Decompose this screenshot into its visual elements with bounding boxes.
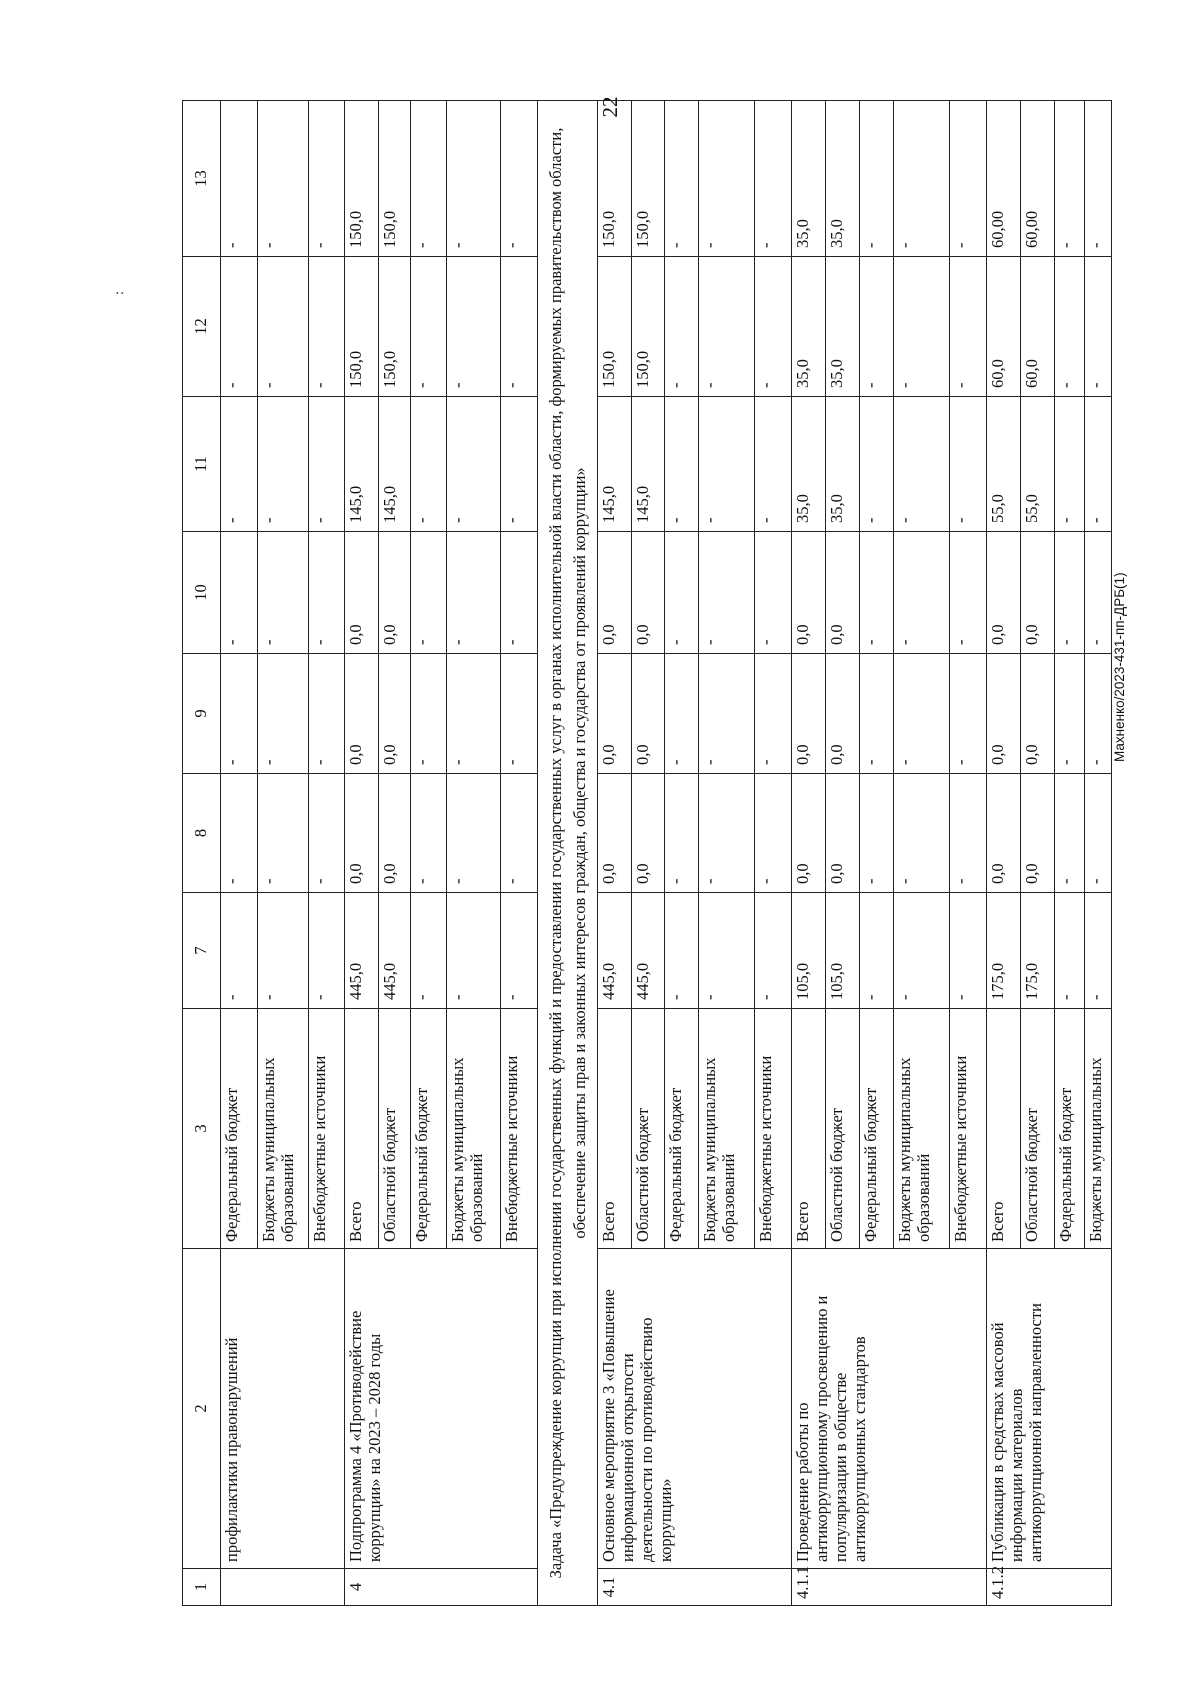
source-label: Федеральный бюджет (1054, 1009, 1085, 1249)
value-cell: - (501, 397, 538, 532)
value-cell: 150,0 (344, 257, 378, 397)
header-cell: 11 (183, 397, 221, 532)
value-cell: 60,00 (1020, 101, 1054, 257)
value-cell: 35,0 (792, 397, 826, 532)
value-cell: 35,0 (792, 101, 826, 257)
value-cell: 55,0 (986, 397, 1020, 532)
source-label: Всего (986, 1009, 1020, 1249)
value-cell: - (859, 257, 893, 397)
value-cell: - (220, 774, 257, 893)
row-code (220, 1569, 344, 1606)
value-cell: - (220, 893, 257, 1009)
value-cell: - (950, 101, 987, 257)
value-cell: - (755, 101, 792, 257)
value-cell: - (665, 257, 699, 397)
row-code: 4.1 (597, 1569, 792, 1606)
row-title: Подпрограмма 4 «Противодействие коррупции» на 2023 – 2028 годы (344, 1249, 538, 1569)
value-cell: - (893, 397, 949, 532)
value-cell: - (859, 397, 893, 532)
source-label: Бюджеты муниципальных образований (699, 1009, 755, 1249)
value-cell: - (447, 397, 501, 532)
value-cell: - (893, 257, 949, 397)
value-cell: - (1054, 893, 1085, 1009)
source-label: Областной бюджет (826, 1009, 860, 1249)
source-label: Бюджеты муниципальных образований (893, 1009, 949, 1249)
value-cell: - (411, 397, 447, 532)
value-cell: - (859, 532, 893, 654)
value-cell: 35,0 (826, 101, 860, 257)
value-cell: 0,0 (792, 774, 826, 893)
value-cell: - (220, 654, 257, 774)
value-cell: 60,0 (1020, 257, 1054, 397)
value-cell: 0,0 (826, 654, 860, 774)
value-cell: - (699, 654, 755, 774)
source-label: Федеральный бюджет (859, 1009, 893, 1249)
value-cell: 35,0 (826, 257, 860, 397)
header-cell: 13 (183, 101, 221, 257)
value-cell: - (950, 397, 987, 532)
header-cell: 7 (183, 893, 221, 1009)
value-cell: - (447, 893, 501, 1009)
header-cell: 2 (183, 1249, 221, 1569)
value-cell: - (501, 101, 538, 257)
value-cell: - (501, 774, 538, 893)
table-body (183, 101, 1112, 1606)
value-cell: - (755, 257, 792, 397)
value-cell: - (257, 532, 308, 654)
page-number: 22 (598, 96, 622, 118)
value-cell: - (950, 257, 987, 397)
value-cell: - (893, 774, 949, 893)
value-cell: - (1054, 397, 1085, 532)
value-cell: 35,0 (826, 397, 860, 532)
value-cell: - (220, 532, 257, 654)
value-cell: 0,0 (1020, 532, 1054, 654)
value-cell: 0,0 (631, 654, 665, 774)
value-cell: 145,0 (597, 397, 631, 532)
value-cell: - (501, 532, 538, 654)
table-row (344, 101, 378, 1606)
value-cell: - (859, 654, 893, 774)
value-cell: 0,0 (792, 654, 826, 774)
value-cell: - (308, 532, 344, 654)
row-code: 4.1.2 (986, 1569, 1111, 1606)
header-row (183, 101, 221, 1606)
value-cell: - (501, 893, 538, 1009)
value-cell: - (950, 532, 987, 654)
value-cell: 0,0 (986, 774, 1020, 893)
value-cell: - (1085, 532, 1112, 654)
value-cell: - (1085, 893, 1112, 1009)
header-cell: 10 (183, 532, 221, 654)
source-label: Всего (344, 1009, 378, 1249)
value-cell: 150,0 (631, 101, 665, 257)
table-row (597, 101, 631, 1606)
source-label: Всего (792, 1009, 826, 1249)
value-cell: - (755, 397, 792, 532)
source-label: Областной бюджет (378, 1009, 411, 1249)
value-cell: - (859, 893, 893, 1009)
value-cell: - (257, 257, 308, 397)
value-cell: - (411, 654, 447, 774)
value-cell: 60,00 (986, 101, 1020, 257)
value-cell: - (755, 532, 792, 654)
value-cell: 150,0 (597, 257, 631, 397)
value-cell: - (755, 654, 792, 774)
value-cell: - (1085, 774, 1112, 893)
value-cell: - (950, 893, 987, 1009)
row-title: профилактики правонарушений (220, 1249, 344, 1569)
value-cell: - (665, 893, 699, 1009)
value-cell: - (501, 257, 538, 397)
value-cell: 150,0 (631, 257, 665, 397)
value-cell: - (893, 893, 949, 1009)
source-label: Внебюджетные источники (308, 1009, 344, 1249)
value-cell: 0,0 (1020, 774, 1054, 893)
value-cell: - (950, 774, 987, 893)
value-cell: 145,0 (344, 397, 378, 532)
value-cell: 0,0 (378, 774, 411, 893)
header-cell: 12 (183, 257, 221, 397)
source-label: Внебюджетные источники (755, 1009, 792, 1249)
value-cell: 0,0 (344, 774, 378, 893)
table-row (986, 101, 1020, 1606)
value-cell: 445,0 (597, 893, 631, 1009)
value-cell: - (1054, 654, 1085, 774)
value-cell: - (893, 101, 949, 257)
value-cell: 0,0 (986, 654, 1020, 774)
value-cell: - (699, 893, 755, 1009)
value-cell: - (950, 654, 987, 774)
value-cell: - (257, 101, 308, 257)
task-row (538, 101, 597, 1606)
value-cell: 105,0 (826, 893, 860, 1009)
value-cell: 0,0 (344, 654, 378, 774)
value-cell: 105,0 (792, 893, 826, 1009)
value-cell: 175,0 (986, 893, 1020, 1009)
value-cell: 0,0 (826, 774, 860, 893)
value-cell: 0,0 (792, 532, 826, 654)
value-cell: - (501, 654, 538, 774)
rotated-table-container (182, 101, 1112, 1606)
value-cell: - (699, 101, 755, 257)
source-label: Областной бюджет (1020, 1009, 1054, 1249)
source-label: Бюджеты муниципальных (1085, 1009, 1112, 1249)
value-cell: - (665, 397, 699, 532)
budget-table (182, 100, 1112, 1606)
value-cell: - (308, 893, 344, 1009)
value-cell: 150,0 (378, 101, 411, 257)
value-cell: 175,0 (1020, 893, 1054, 1009)
row-code: 4.1.1 (792, 1569, 987, 1606)
value-cell: 0,0 (378, 532, 411, 654)
source-label: Бюджеты муниципальных образований (447, 1009, 501, 1249)
value-cell: - (1054, 532, 1085, 654)
source-label: Областной бюджет (631, 1009, 665, 1249)
value-cell: - (220, 257, 257, 397)
value-cell: - (411, 893, 447, 1009)
value-cell: - (447, 774, 501, 893)
document-footer: Махненко/2023-431-пп-ДРБ(1) (1112, 572, 1127, 762)
value-cell: - (665, 101, 699, 257)
value-cell: 0,0 (344, 532, 378, 654)
source-label: Федеральный бюджет (665, 1009, 699, 1249)
value-cell: 0,0 (826, 532, 860, 654)
value-cell: - (665, 532, 699, 654)
value-cell: - (699, 257, 755, 397)
value-cell: - (411, 532, 447, 654)
value-cell: 0,0 (597, 532, 631, 654)
source-label: Всего (597, 1009, 631, 1249)
value-cell: 145,0 (631, 397, 665, 532)
table-row (792, 101, 826, 1606)
value-cell: - (447, 654, 501, 774)
value-cell: - (665, 774, 699, 893)
source-label: Федеральный бюджет (220, 1009, 257, 1249)
value-cell: - (447, 532, 501, 654)
value-cell: 0,0 (597, 654, 631, 774)
value-cell: 145,0 (378, 397, 411, 532)
table-row (220, 101, 257, 1606)
value-cell: - (257, 397, 308, 532)
header-cell: 8 (183, 774, 221, 893)
value-cell: - (220, 101, 257, 257)
value-cell: - (1054, 257, 1085, 397)
value-cell: 150,0 (378, 257, 411, 397)
value-cell: - (447, 101, 501, 257)
source-label: Внебюджетные источники (501, 1009, 538, 1249)
source-label: Федеральный бюджет (411, 1009, 447, 1249)
value-cell: 35,0 (792, 257, 826, 397)
value-cell: - (755, 893, 792, 1009)
value-cell: - (257, 654, 308, 774)
value-cell: - (257, 893, 308, 1009)
value-cell: - (893, 532, 949, 654)
value-cell: - (665, 654, 699, 774)
value-cell: - (411, 257, 447, 397)
value-cell: - (1085, 101, 1112, 257)
value-cell: - (308, 654, 344, 774)
source-label: Бюджеты муниципальных образований (257, 1009, 308, 1249)
value-cell: - (1085, 654, 1112, 774)
row-title: Проведение работы по антикоррупционному просвещению и популяризации в обществе антикоррупционных стандартов (792, 1249, 987, 1569)
task-text: Задача «Предупреждение коррупции при исполнении государственных функций и предоставлении государственных услуг в органах исполнительной власти области, формируемых правительством области, обеспечение защиты прав и законных интересов граждан, общества и государства от проявлений коррупции» (538, 101, 597, 1606)
value-cell: 150,0 (344, 101, 378, 257)
row-code: 4 (344, 1569, 538, 1606)
value-cell: - (699, 532, 755, 654)
value-cell: - (1085, 397, 1112, 532)
value-cell: - (411, 101, 447, 257)
value-cell: 445,0 (378, 893, 411, 1009)
value-cell: 0,0 (631, 532, 665, 654)
value-cell: - (411, 774, 447, 893)
value-cell: 0,0 (631, 774, 665, 893)
value-cell: - (220, 397, 257, 532)
value-cell: 150,0 (597, 101, 631, 257)
source-label: Внебюджетные источники (950, 1009, 987, 1249)
value-cell: - (308, 397, 344, 532)
value-cell: - (699, 397, 755, 532)
value-cell: - (308, 101, 344, 257)
value-cell: - (699, 774, 755, 893)
value-cell: 445,0 (344, 893, 378, 1009)
header-cell: 1 (183, 1569, 221, 1606)
value-cell: 0,0 (1020, 654, 1054, 774)
value-cell: 0,0 (597, 774, 631, 893)
value-cell: - (308, 774, 344, 893)
value-cell: 55,0 (1020, 397, 1054, 532)
value-cell: - (1054, 774, 1085, 893)
header-cell: 9 (183, 654, 221, 774)
value-cell: - (755, 774, 792, 893)
row-title: Публикация в средствах массовой информации материалов антикоррупционной направленности (986, 1249, 1111, 1569)
header-cell: 3 (183, 1009, 221, 1249)
value-cell: - (257, 774, 308, 893)
value-cell: - (1085, 257, 1112, 397)
value-cell: - (893, 654, 949, 774)
value-cell: 0,0 (986, 532, 1020, 654)
scan-mark: : (111, 291, 127, 295)
value-cell: - (859, 774, 893, 893)
value-cell: - (1054, 101, 1085, 257)
value-cell: 60,0 (986, 257, 1020, 397)
value-cell: - (447, 257, 501, 397)
value-cell: - (308, 257, 344, 397)
value-cell: 0,0 (378, 654, 411, 774)
value-cell: 445,0 (631, 893, 665, 1009)
row-title: Основное мероприятие 3 «Повышение информационной открытости деятельности по противодействию коррупции» (597, 1249, 792, 1569)
value-cell: - (859, 101, 893, 257)
